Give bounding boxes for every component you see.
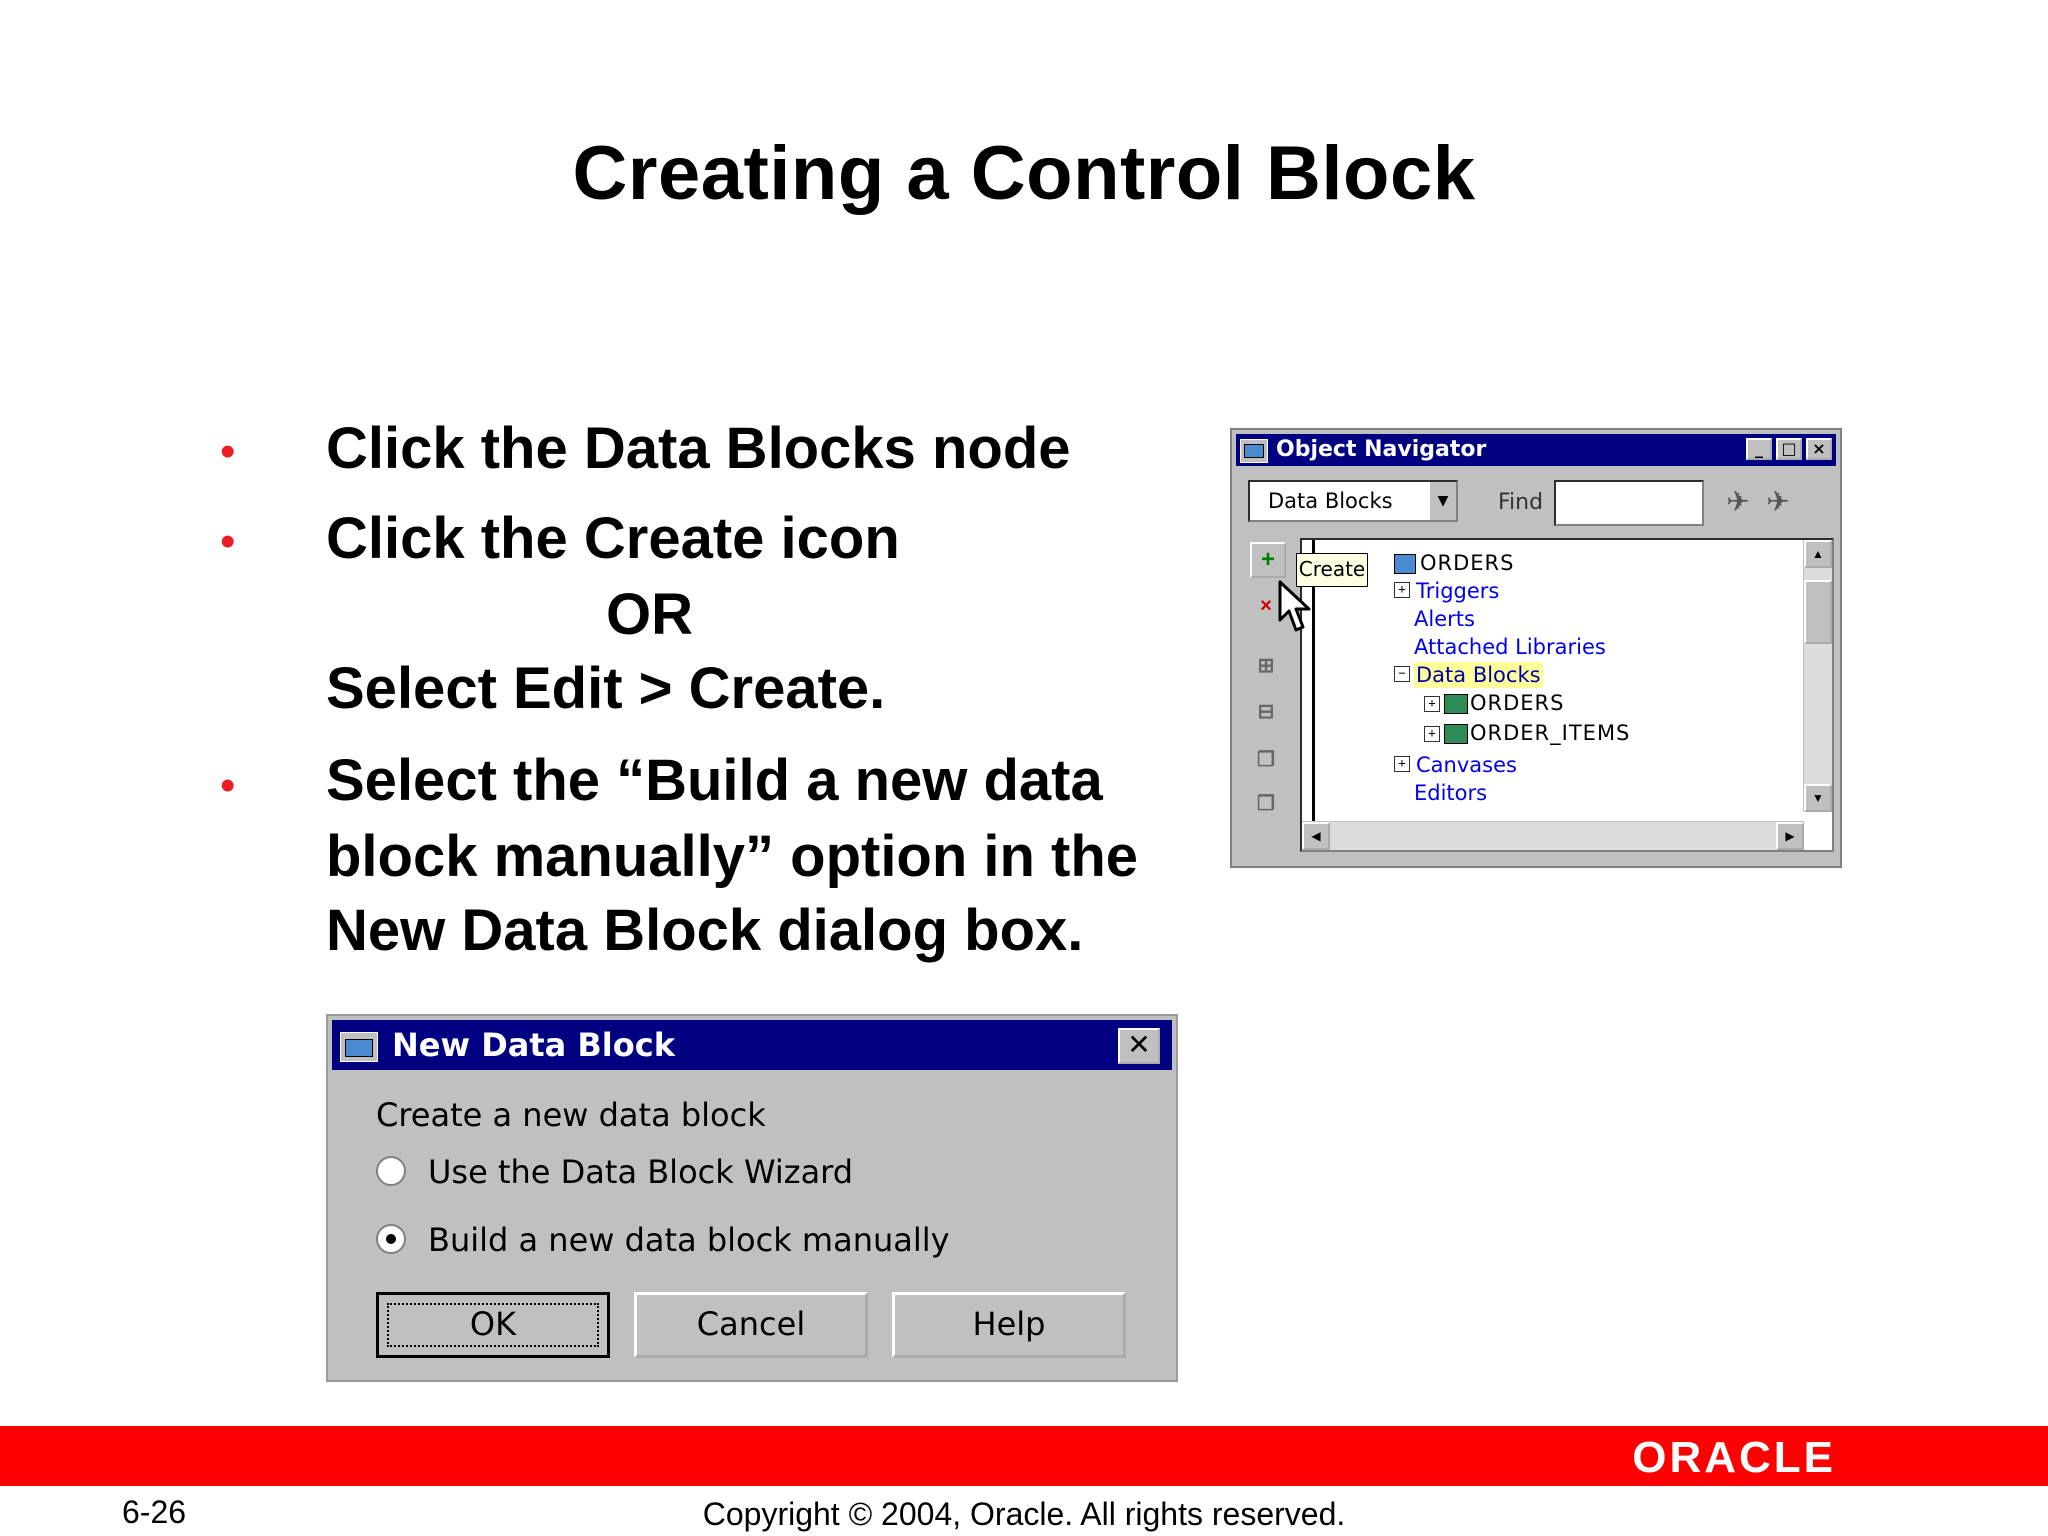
chevron-down-icon[interactable]: ▼ — [1428, 482, 1456, 520]
tree-node-data-blocks[interactable]: Data Blocks — [1416, 663, 1541, 687]
data-block-icon — [1444, 724, 1468, 744]
bullet-marker: • — [220, 517, 236, 566]
close-icon[interactable]: ✕ — [1118, 1028, 1160, 1064]
navigator-tree — [1300, 538, 1834, 852]
bullet-text: block manually” option in the — [326, 824, 1139, 889]
expand-all-icon[interactable]: ❐ — [1257, 749, 1275, 771]
scroll-up-icon[interactable]: ▲ — [1804, 540, 1832, 568]
bullet-marker: • — [220, 427, 236, 476]
window-app-icon — [1240, 439, 1268, 463]
bullet-text: OR — [606, 582, 693, 647]
expand-icon[interactable]: ⊞ — [1257, 655, 1275, 677]
tree-node-canvases[interactable]: Canvases — [1416, 753, 1517, 777]
navigator-titlebar[interactable] — [1236, 434, 1836, 466]
expand-toggle-icon[interactable]: + — [1394, 582, 1410, 598]
maximize-button[interactable]: □ — [1776, 438, 1802, 460]
bullet-text: Select the “Build a new data — [326, 748, 1103, 813]
window-app-icon — [340, 1032, 378, 1062]
find-label: Find — [1498, 490, 1544, 515]
expand-toggle-icon[interactable]: + — [1424, 726, 1440, 742]
minimize-button[interactable]: _ — [1746, 438, 1772, 460]
new-data-block-dialog — [326, 1014, 1178, 1382]
find-input[interactable] — [1554, 480, 1704, 526]
radio-button[interactable] — [376, 1156, 406, 1186]
tree-node-root[interactable]: ORDERS — [1420, 551, 1515, 575]
radio-button-selected[interactable] — [376, 1224, 406, 1254]
bullet-marker: • — [220, 761, 236, 810]
expand-toggle-icon[interactable]: + — [1394, 756, 1410, 772]
close-button[interactable]: × — [1806, 438, 1832, 460]
search-backward-icon[interactable]: ✈ — [1766, 486, 1790, 517]
scroll-left-icon[interactable]: ◀ — [1302, 822, 1330, 850]
tree-node-block-order-items[interactable]: ORDER_ITEMS — [1470, 721, 1631, 745]
navigator-toolbar — [1236, 470, 1836, 528]
delete-icon[interactable]: × — [1260, 595, 1272, 617]
tree-node-alerts[interactable]: Alerts — [1414, 607, 1475, 631]
object-navigator-window — [1230, 428, 1842, 868]
radio-label[interactable]: Build a new data block manually — [428, 1221, 950, 1259]
data-block-icon — [1444, 694, 1468, 714]
scroll-down-icon[interactable]: ▼ — [1804, 784, 1832, 812]
vertical-scrollbar[interactable] — [1803, 540, 1832, 812]
module-icon — [1394, 554, 1416, 574]
create-tooltip: Create — [1296, 553, 1368, 587]
bullet-text: Click the Data Blocks node — [326, 416, 1071, 481]
dialog-prompt: Create a new data block — [376, 1096, 766, 1134]
collapse-toggle-icon[interactable]: − — [1394, 666, 1410, 682]
ok-button[interactable]: OK — [376, 1292, 610, 1358]
slide-title: Creating a Control Block — [572, 131, 1476, 216]
dialog-title: New Data Block — [392, 1026, 675, 1064]
help-button[interactable]: Help — [892, 1292, 1126, 1358]
navigator-title: Object Navigator — [1276, 437, 1487, 462]
page-number: 6-26 — [122, 1494, 187, 1530]
create-icon[interactable]: + — [1250, 542, 1286, 578]
dialog-titlebar[interactable] — [332, 1020, 1172, 1070]
tree-node-editors[interactable]: Editors — [1414, 781, 1488, 805]
footer-bar — [0, 1426, 2048, 1486]
bullet-text: Select Edit > Create. — [326, 656, 886, 721]
copyright-notice: Copyright © 2004, Oracle. All rights reserved. — [702, 1496, 1346, 1532]
search-forward-icon[interactable]: ✈ — [1726, 486, 1750, 517]
mouse-pointer-icon — [1278, 580, 1312, 634]
collapse-all-icon[interactable]: ❐ — [1257, 793, 1275, 815]
object-type-combo[interactable] — [1248, 480, 1458, 522]
radio-label[interactable]: Use the Data Block Wizard — [428, 1153, 854, 1191]
combo-value: Data Blocks — [1268, 489, 1393, 513]
scroll-right-icon[interactable]: ▶ — [1776, 822, 1804, 850]
tree-node-block-orders[interactable]: ORDERS — [1470, 691, 1565, 715]
collapse-icon[interactable]: ⊟ — [1257, 701, 1275, 723]
cancel-button[interactable]: Cancel — [634, 1292, 868, 1358]
scroll-thumb[interactable] — [1804, 580, 1832, 644]
oracle-logo: ORACLE — [1632, 1433, 1836, 1482]
horizontal-scrollbar[interactable] — [1302, 821, 1804, 850]
bullet-text: New Data Block dialog box. — [326, 898, 1084, 963]
tree-node-triggers[interactable]: Triggers — [1416, 579, 1500, 603]
expand-toggle-icon[interactable]: + — [1424, 696, 1440, 712]
tree-node-attached-libraries[interactable]: Attached Libraries — [1414, 635, 1606, 659]
bullet-text: Click the Create icon — [326, 506, 900, 571]
